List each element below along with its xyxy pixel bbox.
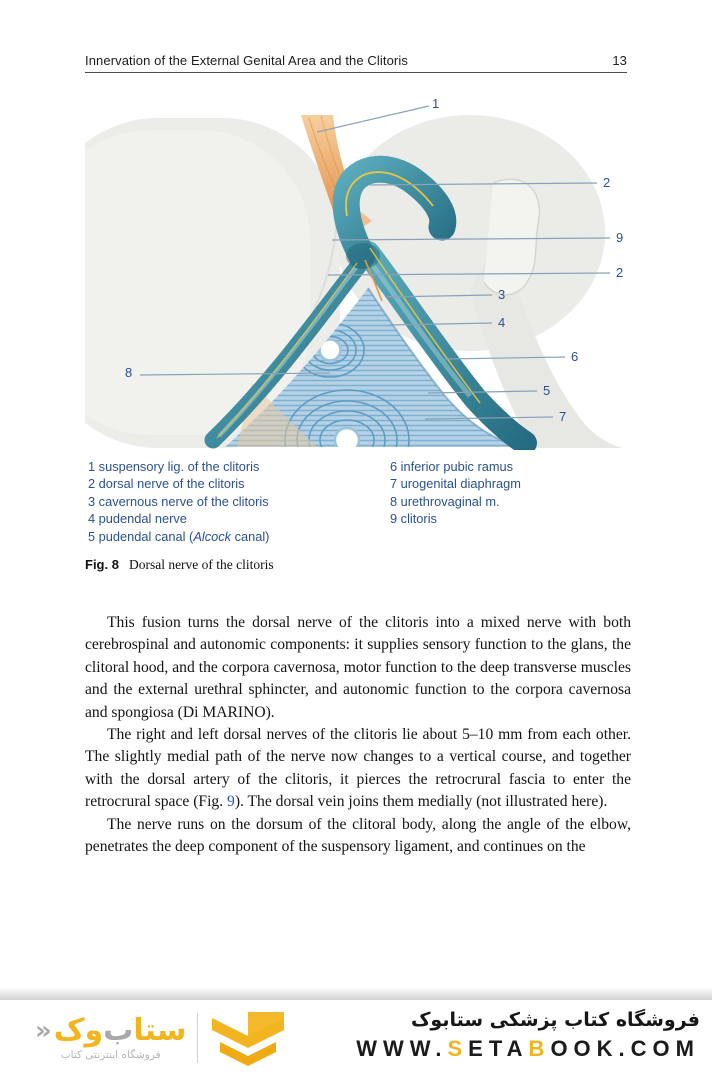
logo-text-block (35, 1012, 187, 1061)
figure-caption (85, 557, 274, 573)
figure-callout-8: 8 (125, 365, 133, 380)
figure-callout-2: 2 (603, 175, 611, 190)
double-chevron-icon (209, 1010, 287, 1066)
legend-item: 8 urethrovaginal m. (390, 493, 500, 509)
website-url: WWW.SETABOOK.COM (356, 1036, 700, 1061)
paragraph-1: This fusion turns the dorsal nerve of the clitoris into a mixed nerve with both cerebrospinal and autonomic components: it supplies sensory function to the glans, the clitoral hood, and the corpora cavernosa, motor function to the deep transverse muscles and the external urethral sphincter, and autonomic function to the corpora cavernosa and spongiosa (Di MARINO). (85, 614, 631, 721)
legend-item: 4 pudendal nerve (88, 511, 187, 527)
legend-item: 3 cavernous nerve of the clitoris (88, 493, 269, 509)
anatomical-illustration (85, 88, 645, 450)
figure-caption-label: Fig. 8 (85, 557, 119, 572)
paragraph-2: The right and left dorsal nerves of the clitoris lie about 5–10 mm from each other. The slightly medial path of the nerve now changes to a vertical course, and together with the dorsal artery of the clitoris, it pierces the retrocrural fascia to enter the retrocrural space (Fig. 9). The dorsal vein joins them medially (not illustrated here). (85, 726, 631, 811)
setabook-logo (35, 1010, 287, 1066)
figure-caption-text: Dorsal nerve of the clitoris (128, 557, 274, 572)
figure-callout-1: 1 (432, 96, 440, 111)
figure-8 (85, 88, 645, 450)
figure-callout-7: 7 (559, 409, 567, 424)
vaginal-opening (335, 428, 359, 450)
header-rule (85, 72, 627, 73)
figure-callout-4: 4 (498, 315, 506, 330)
figure-callout-2b: 2 (616, 265, 624, 280)
logo-tagline: فروشگاه اینترنتی کتاب (60, 1048, 161, 1061)
page-number: 13 (612, 53, 627, 68)
legend-right-column (390, 458, 521, 528)
footer-brand (356, 1009, 700, 1062)
footer (0, 1000, 712, 1079)
legend-left-column (88, 458, 269, 545)
legend-item: 6 inferior pubic ramus (390, 459, 514, 474)
paragraph-3: The nerve runs on the dorsum of the clitoral body, along the angle of the elbow, penetrates the deep component of the suspensory ligament, and continues on the (85, 815, 631, 856)
figure-callout-5: 5 (543, 383, 551, 398)
figure-callout-6: 6 (571, 349, 579, 364)
store-title: فروشگاه کتاب پزشکی ستابوک (410, 1009, 700, 1031)
logo-wordmark: ستا ب وک « (35, 1012, 187, 1048)
legend-item: 2 dorsal nerve of the clitoris (88, 476, 245, 492)
body-text (85, 612, 631, 858)
legend-item: 9 clitoris (390, 511, 437, 527)
footer-shadow (0, 987, 712, 1000)
legend-item: 7 urogenital diaphragm (390, 476, 521, 492)
logo-divider (197, 1013, 198, 1063)
page-header (85, 53, 627, 68)
figure-9-link[interactable]: 9 (227, 793, 235, 811)
logo-chevron-icon: « (35, 1015, 52, 1046)
legend-item: 5 pudendal canal (Alcock canal) (88, 528, 270, 544)
figure-callout-9: 9 (616, 230, 624, 245)
legend-item: 1 suspensory lig. of the clitoris (88, 459, 260, 474)
running-title: Innervation of the External Genital Area and the Clitoris (85, 53, 408, 68)
figure-callout-3: 3 (498, 287, 506, 302)
